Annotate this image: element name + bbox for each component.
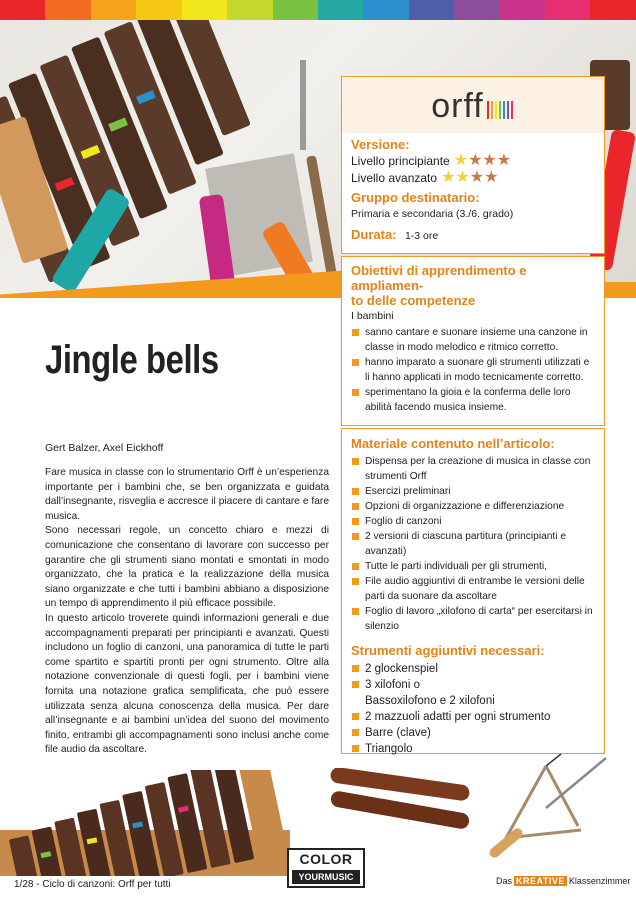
tools-list (351, 661, 595, 757)
star-empty-icon: ★ (496, 151, 512, 169)
list-item: 2 mazzuoli adatti per ogni strumento (351, 709, 595, 725)
logo-line: COLOR (299, 851, 353, 867)
color-your-music-logo (287, 848, 365, 888)
tools-heading: Strumenti aggiuntivi necessari: (351, 643, 545, 658)
brand-box: KREATIVE (516, 876, 565, 886)
list-item: Barre (clave) (351, 725, 595, 741)
target-value: Primaria e secondaria (3./6. grado) (351, 208, 514, 220)
duration-value: 1-3 ore (404, 230, 439, 242)
version-row-beginner (351, 152, 595, 169)
objectives-heading-line: to delle competenze (351, 293, 476, 308)
objectives-intro: I bambini (351, 310, 394, 322)
objectives-heading (351, 263, 595, 308)
paragraph: Sono necessari regole, un concetto chiaro e mezzi di comunicazione che consentano di lavorare con successo per garantire che gli strumenti siano montati e smontati in modo organizzato, che la pratica e la realizzazione della musica siano organizzate e che tutti i bambini abbiano a disposizione un tempo di apprendimento il più efficace possibile. (45, 525, 329, 610)
versions-heading: Versione: (351, 137, 410, 152)
list-item: Opzioni di organizzazione e differenziazione (351, 499, 595, 514)
objectives-list (351, 325, 595, 415)
list-item: 2 versioni di ciascuna partitura (principianti e avanzati) (351, 529, 595, 559)
logo-line-mark (507, 101, 509, 119)
list-item: File audio aggiuntivi di entrambe le versioni delle parti da suonare da ascoltare (351, 574, 595, 604)
difficulty-stars (454, 153, 511, 169)
star-empty-icon: ★ (469, 168, 485, 186)
paragraph: Fare musica in classe con lo strumentario Orff è un’esperienza importante per i bambini che, se ben organizzata e guidata dall’insegnante, risveglia e accresce il piacere di cantare e fare musica. (45, 467, 329, 522)
article-body (45, 466, 329, 758)
duration-heading: Durata: (351, 227, 397, 242)
xylophone-image (0, 770, 290, 876)
target-heading: Gruppo destinatario: (351, 190, 480, 205)
page-title: Jingle bells (45, 338, 219, 382)
list-item: 2 glockenspiel (351, 661, 595, 677)
difficulty-stars (441, 170, 498, 186)
star-filled-icon: ★ (455, 168, 470, 186)
duration-row (351, 226, 595, 244)
list-item: Foglio di lavoro „xilofono di carta“ per esercitarsi in silenzio (351, 604, 595, 634)
authors: Gert Balzer, Axel Eickhoff (45, 442, 164, 454)
list-item: sperimentano la gioia e la conferma delle loro abilità facendo musica insieme. (351, 385, 595, 415)
objectives-card (341, 256, 605, 426)
orff-logo (342, 77, 604, 133)
logo-line-mark (511, 101, 513, 119)
logo-line-mark (491, 101, 493, 119)
list-item: sanno cantare e suonare insieme una canzone in classe in modo melodico e ritmico corretto. (351, 325, 595, 355)
logo-line-mark (487, 101, 489, 119)
info-card (341, 76, 605, 254)
list-item: 3 xilofoni o Bassoxilofono e 2 xilofoni (351, 677, 595, 709)
list-item: Foglio di canzoni (351, 514, 595, 529)
version-label: Livello avanzato (351, 170, 438, 185)
paragraph: In questo articolo troverete quindi informazioni generali e due accompagnamenti preparati per principianti e avanzati. Questi includono un foglio di canzoni, una panoramica di tutte le parti come spartito e spartiti pronti per ogni strumento. Oltre alla notazione convenzionale di questi fogli, per i bambini viene fornita una notazione grafica semplificata, che può essere utilizzata senza alcuna conoscenza della musica. Per dare all’insegnante e ai bambini un’idea del suono del movimento finito, entrambi gli accompagnamenti sono inclusi anche come file audio da ascoltare. (45, 612, 329, 756)
triangle-image (486, 748, 616, 858)
list-item: Dispensa per la creazione di musica in classe con strumenti Orff (351, 454, 595, 484)
list-item: Esercizi preliminari (351, 484, 595, 499)
orff-logo-word: orff (431, 87, 484, 125)
publisher-brand (496, 876, 630, 886)
objectives-heading-line: Obiettivi di apprendimento e ampliamen- (351, 263, 527, 293)
version-row-advanced (351, 169, 595, 186)
logo-line: YOURMUSIC (292, 870, 360, 884)
star-filled-icon: ★ (453, 151, 469, 169)
materials-list (351, 454, 595, 634)
logo-line-mark (503, 101, 505, 119)
list-item: hanno imparato a suonare gli strumenti utilizzati e li hanno applicati in modo tecnicamente corretto. (351, 355, 595, 385)
star-empty-icon: ★ (484, 168, 499, 186)
list-item: Triangolo (351, 741, 595, 757)
materials-heading: Materiale contenuto nell’articolo: (351, 436, 555, 451)
logo-line-mark (499, 101, 501, 119)
page-footer: 1/28 - Ciclo di canzoni: Orff per tutti (14, 879, 171, 890)
orff-logo-lines (487, 101, 515, 124)
materials-card (341, 428, 605, 754)
brand-prefix: Das (496, 876, 513, 886)
logo-line-mark (495, 101, 497, 119)
claves-image (328, 768, 478, 838)
star-filled-icon: ★ (441, 168, 456, 186)
brand-suffix: Klassenzimmer (568, 876, 631, 886)
list-item: Tutte le parti individuali per gli strumenti, (351, 559, 595, 574)
version-label: Livello principiante (351, 153, 450, 168)
star-empty-icon: ★ (468, 151, 483, 169)
star-empty-icon: ★ (482, 151, 497, 169)
